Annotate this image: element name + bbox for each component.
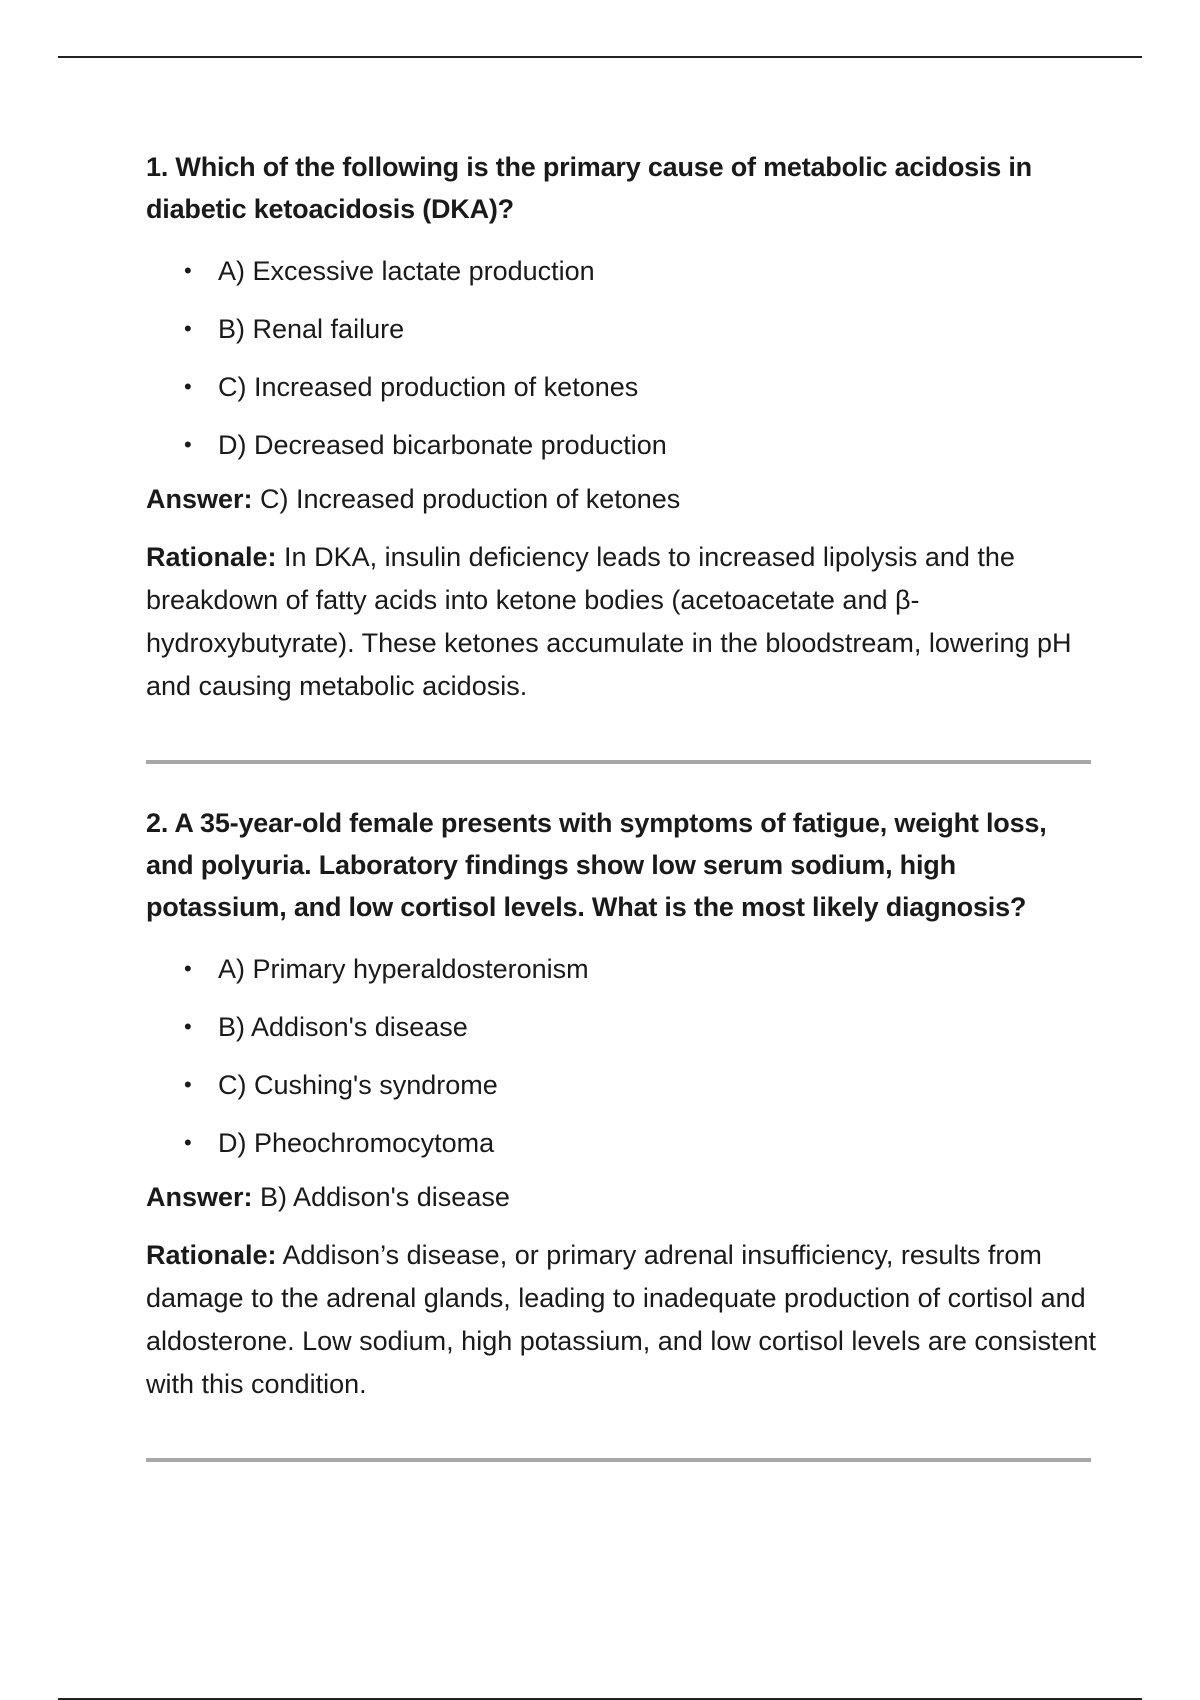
answer-text: B) Addison's disease [260,1182,510,1212]
option-c [146,1056,1096,1114]
option-b [146,998,1096,1056]
bullet-icon: • [184,258,192,283]
option-text: A) Excessive lactate production [218,256,595,286]
rationale-label: Rationale: [146,1240,277,1270]
option-c [146,358,1096,416]
option-text: D) Pheochromocytoma [218,1128,495,1158]
bullet-icon: • [184,1130,192,1155]
rationale-text: Addison’s disease, or primary adrenal insufficiency, results from damage to the adrenal glands, leading to inadequate production of cortisol and aldosterone. Low sodium, high potassium, and low cortisol levels are consistent with this condition. [146,1240,1096,1399]
option-text: A) Primary hyperaldosteronism [218,954,589,984]
option-a [146,940,1096,998]
answer-line [146,1176,1096,1218]
question-block-2 [146,802,1096,1462]
answer-text: C) Increased production of ketones [260,484,681,514]
option-d [146,416,1096,474]
rationale-paragraph [146,1234,1096,1406]
option-b [146,300,1096,358]
bullet-icon: • [184,432,192,457]
answer-options [146,940,1096,1172]
answer-label: Answer: [146,484,253,514]
rationale-paragraph [146,536,1096,708]
answer-options [146,242,1096,474]
option-text: B) Renal failure [218,314,405,344]
rationale-text: In DKA, insulin deficiency leads to increased lipolysis and the breakdown of fatty acids into ketone bodies (acetoacetate and β-hydroxybutyrate). These ketones accumulate in the bloodstream, lowering pH and causing metabolic acidosis. [146,542,1072,701]
section-divider [146,760,1091,764]
option-text: C) Increased production of ketones [218,372,639,402]
bullet-icon: • [184,316,192,341]
section-divider [146,1458,1091,1462]
answer-label: Answer: [146,1182,253,1212]
option-text: C) Cushing's syndrome [218,1070,498,1100]
rationale-label: Rationale: [146,542,277,572]
bullet-icon: • [184,1014,192,1039]
option-text: B) Addison's disease [218,1012,468,1042]
option-a [146,242,1096,300]
document-content [146,146,1096,1462]
bullet-icon: • [184,1072,192,1097]
answer-line [146,478,1096,520]
question-text: 2. A 35-year-old female presents with symptoms of fatigue, weight loss, and polyuria. Laboratory findings show low serum sodium, high potassium, and low cortisol levels. What is the most likely diagnosis? [146,808,1047,922]
bullet-icon: • [184,956,192,981]
option-d [146,1114,1096,1172]
question-block-1 [146,146,1096,764]
option-text: D) Decreased bicarbonate production [218,430,667,460]
page-top-rule [58,56,1142,58]
bullet-icon: • [184,374,192,399]
question-text: 1. Which of the following is the primary cause of metabolic acidosis in diabetic ketoacidosis (DKA)? [146,152,1032,224]
